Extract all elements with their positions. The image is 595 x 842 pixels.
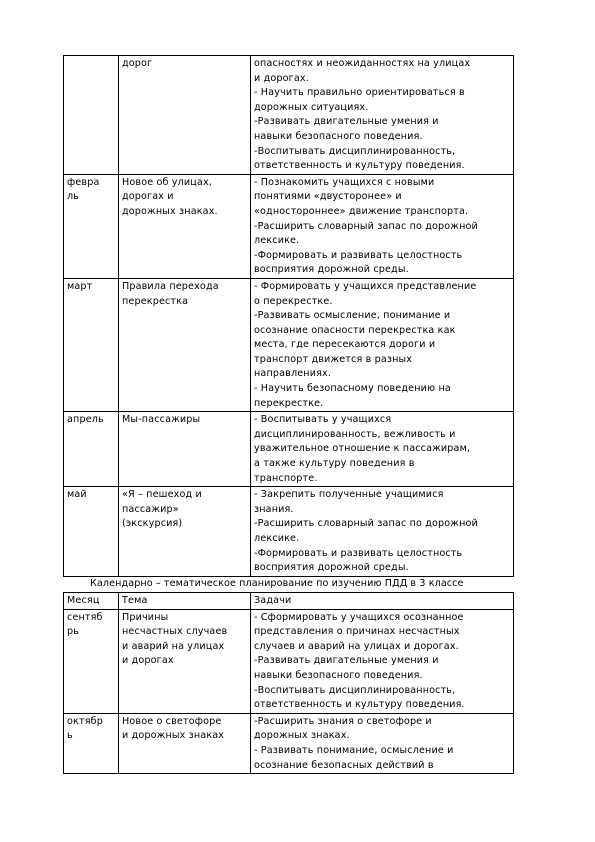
cell-text-line: перекрестке. bbox=[254, 397, 324, 409]
table-row bbox=[64, 412, 514, 487]
cell-text-line: восприятия дорожной среды. bbox=[254, 264, 409, 276]
cell-text-line: дорогах и bbox=[122, 191, 174, 203]
cell-text-line: ответственность и культуру поведения. bbox=[254, 160, 465, 172]
cell-text-line: - Научить правильно ориентироваться в bbox=[254, 87, 465, 99]
cell-text-line: перекрестка bbox=[122, 295, 189, 307]
cell-text-line: дорожных ситуациях. bbox=[254, 101, 369, 113]
cell-text-line: - Сформировать у учащихся осознанное bbox=[254, 611, 464, 623]
table-row bbox=[64, 609, 514, 713]
cell-text-line: ь bbox=[67, 730, 73, 742]
cell-text-line: навыки безопасного поведения. bbox=[254, 669, 423, 681]
cell-text-line: пассажир» bbox=[122, 503, 179, 515]
table-header bbox=[64, 593, 514, 610]
cell-text-line: Новое о светофоре bbox=[122, 715, 222, 727]
topic-cell bbox=[119, 713, 251, 773]
cell-text-line: - Воспитывать у учащихся bbox=[254, 414, 392, 426]
cell-text-line: май bbox=[67, 489, 87, 501]
cell-text-line: -Развивать двигательные умения и bbox=[254, 655, 439, 667]
cell-text-line: (экскурсия) bbox=[122, 518, 183, 530]
cell-text-line: Мы-пассажиры bbox=[122, 414, 201, 426]
cell-text-line: опасностях и неожиданностях на улицах bbox=[254, 58, 471, 69]
topic-cell bbox=[119, 56, 251, 175]
cell-text-line: несчастных случаев bbox=[122, 626, 228, 638]
cell-text-line: - Развивать понимание, осмысление и bbox=[254, 744, 454, 756]
month-cell bbox=[64, 412, 119, 487]
table-row bbox=[64, 56, 514, 175]
month-cell bbox=[64, 174, 119, 278]
cell-text-line: места, где пересекаются дороги и bbox=[254, 339, 436, 351]
cell-text-line: -Развивать осмысление, понимание и bbox=[254, 310, 451, 322]
month-cell bbox=[64, 609, 119, 713]
cell-text-line: -Расширить словарный запас по дорожной bbox=[254, 220, 478, 232]
cell-text-line: дорожных знаках. bbox=[122, 205, 218, 217]
cell-text-line: представления о причинах несчастных bbox=[254, 626, 460, 638]
cell-text-line: -Воспитывать дисциплинированность, bbox=[254, 145, 456, 157]
cell-text-line: дорожных знаках. bbox=[254, 730, 350, 742]
schedule-table-body bbox=[64, 609, 514, 774]
header-month: Месяц bbox=[64, 593, 119, 610]
table-row bbox=[64, 278, 514, 411]
cell-text-line: лексике. bbox=[254, 533, 300, 544]
cell-text-line: восприятия дорожной среды. bbox=[254, 562, 409, 574]
section-heading: Календарно – тематическое планирование по изучению ПДД в 3 классе bbox=[90, 578, 464, 589]
cell-text-line: - Формировать у учащихся представление bbox=[254, 280, 477, 292]
cell-text-line: понятиями «двусторонее» и bbox=[254, 191, 402, 203]
header-tasks: Задачи bbox=[251, 593, 514, 610]
cell-text-line: и дорогах bbox=[122, 655, 174, 667]
cell-text-line: транспорте. bbox=[254, 472, 318, 484]
month-cell bbox=[64, 487, 119, 577]
month-cell bbox=[64, 56, 119, 175]
table-row bbox=[64, 713, 514, 773]
cell-text-line: транспорт движется в разных bbox=[254, 353, 413, 365]
topic-cell bbox=[119, 487, 251, 577]
cell-text-line: уважительное отношение к пассажирам, bbox=[254, 443, 471, 455]
cell-text-line: случаев и аварий на улицах и дорогах. bbox=[254, 640, 459, 652]
cell-text-line: лексике. bbox=[254, 235, 300, 247]
month-cell bbox=[64, 713, 119, 773]
cell-text-line: апрель bbox=[67, 414, 104, 426]
cell-text-line: - Закрепить полученные учащимися bbox=[254, 489, 444, 501]
cell-text-line: и аварий на улицах bbox=[122, 640, 225, 652]
cell-text-line: «Я – пешеход и bbox=[122, 489, 202, 501]
cell-text-line: знания. bbox=[254, 503, 294, 515]
cell-text-line: а также культуру поведения в bbox=[254, 458, 415, 470]
cell-text-line: Причины bbox=[122, 611, 169, 623]
tasks-cell bbox=[251, 713, 514, 773]
topic-cell bbox=[119, 278, 251, 411]
cell-text-line: -Расширить словарный запас по дорожной bbox=[254, 518, 478, 530]
tasks-cell bbox=[251, 412, 514, 487]
tasks-cell bbox=[251, 174, 514, 278]
cell-text-line: дисциплинированность, вежливость и bbox=[254, 428, 456, 440]
cell-text-line: октябр bbox=[67, 715, 103, 727]
cell-text-line: о перекрестке. bbox=[254, 295, 333, 307]
cell-text-line: рь bbox=[67, 626, 80, 638]
header-topic: Тема bbox=[119, 593, 251, 610]
cell-text-line: дорог bbox=[122, 58, 153, 69]
schedule-table-continued bbox=[63, 55, 514, 577]
tasks-cell bbox=[251, 609, 514, 713]
cell-text-line: направлениях. bbox=[254, 368, 332, 380]
cell-text-line: - Познакомить учащихся с новыми bbox=[254, 176, 435, 188]
tasks-cell bbox=[251, 487, 514, 577]
schedule-table-grade3 bbox=[63, 592, 514, 774]
month-cell bbox=[64, 278, 119, 411]
cell-text-line: навыки безопасного поведения. bbox=[254, 130, 423, 142]
cell-text-line: ответственность и культуру поведения. bbox=[254, 699, 465, 711]
cell-text-line: Правила перехода bbox=[122, 280, 219, 292]
cell-text-line: и дорогах. bbox=[254, 72, 309, 84]
cell-text-line: -Формировать и развивать целостность bbox=[254, 547, 463, 559]
cell-text-line: осознание безопасных действий в bbox=[254, 759, 434, 771]
cell-text-line: -Развивать двигательные умения и bbox=[254, 116, 439, 128]
cell-text-line: и дорожных знаках bbox=[122, 730, 225, 742]
tasks-cell bbox=[251, 56, 514, 175]
table-row bbox=[64, 174, 514, 278]
cell-text-line: февра bbox=[67, 176, 100, 188]
cell-text-line: ль bbox=[67, 191, 80, 203]
cell-text-line: - Научить безопасному поведению на bbox=[254, 383, 451, 395]
schedule-table-body bbox=[64, 56, 514, 577]
topic-cell bbox=[119, 609, 251, 713]
cell-text-line: сентяб bbox=[67, 611, 103, 623]
tasks-cell bbox=[251, 278, 514, 411]
table-row bbox=[64, 487, 514, 577]
cell-text-line: «одностороннее» движение транспорта. bbox=[254, 205, 469, 217]
cell-text-line: -Формировать и развивать целостность bbox=[254, 249, 463, 261]
header-row bbox=[64, 593, 514, 610]
topic-cell bbox=[119, 174, 251, 278]
cell-text-line: осознание опасности перекрестка как bbox=[254, 324, 456, 336]
cell-text-line: -Расширить знания о светофоре и bbox=[254, 715, 432, 727]
cell-text-line: Новое об улицах, bbox=[122, 176, 212, 188]
cell-text-line: -Воспитывать дисциплинированность, bbox=[254, 684, 456, 696]
topic-cell bbox=[119, 412, 251, 487]
cell-text-line: март bbox=[67, 280, 93, 292]
